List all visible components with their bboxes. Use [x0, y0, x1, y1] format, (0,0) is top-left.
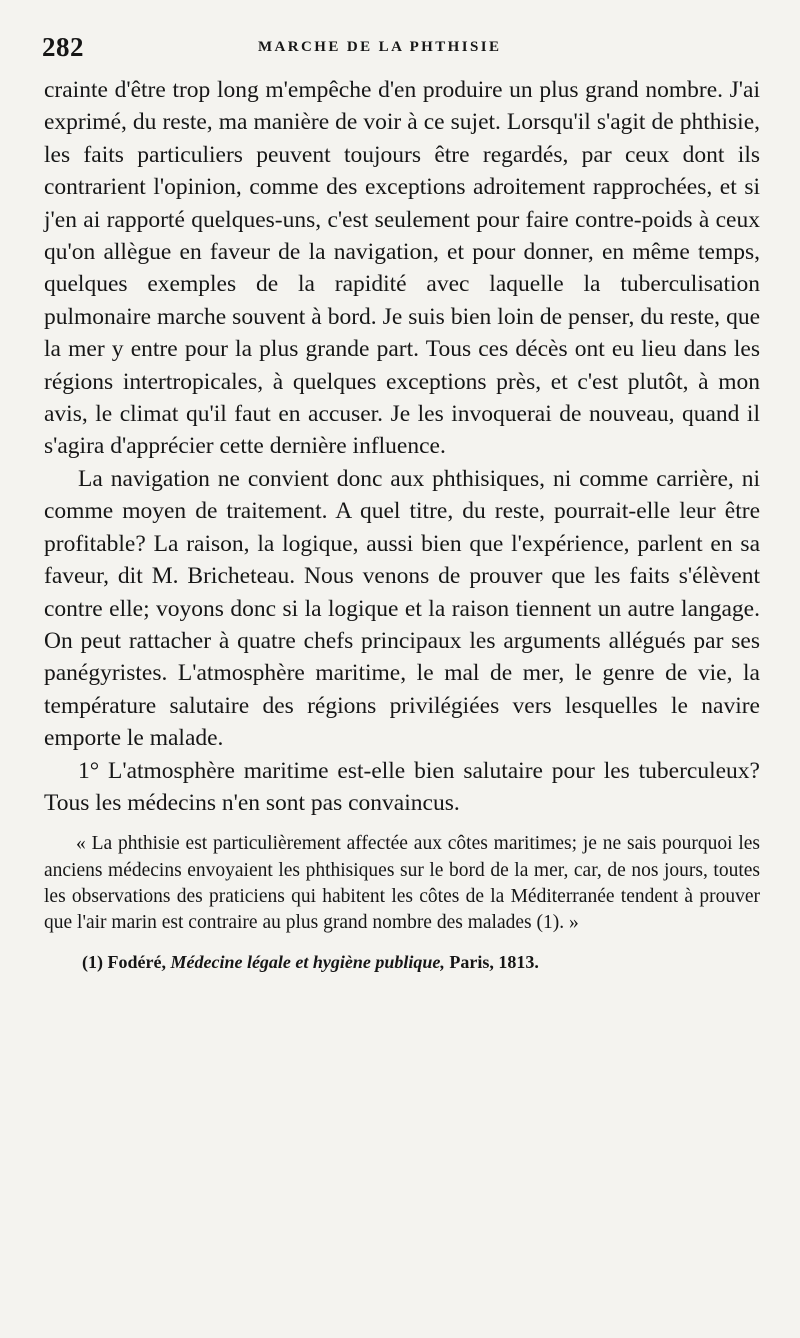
footnote	[82, 952, 760, 973]
page-header	[44, 26, 760, 74]
footnote-place-year: Paris, 1813.	[449, 952, 539, 973]
body-text	[44, 74, 760, 936]
book-page	[44, 26, 760, 1316]
paragraph-maritime-atmosphere: 1° L'atmosphère maritime est-elle bien salutaire pour les tuberculeux? Tous les médecins n'en sont pas convaincus.	[44, 757, 760, 816]
paragraph-navigation: La navigation ne convient donc aux phthisiques, ni comme carrière, ni comme moyen de traitement. A quel titre, du reste, pourrait-elle leur être profitable? La raison, la logique, aussi bien que l'expérience, parlent en sa faveur, dit M. Bricheteau. Nous venons de prouver que les faits s'élèvent contre elle; voyons donc si la logique et la raison tiennent un autre langage. On peut rattacher à quatre chefs principaux les arguments allégués par ses panégyristes. L'atmosphère maritime, le mal de mer, le genre de vie, la température salutaire des régions privilégiées vers lesquelles le navire emporte le malade.	[44, 465, 760, 752]
block-quote: « La phthisie est particulièrement affectée aux côtes maritimes; je ne sais pourquoi les anciens médecins envoyaient les phthisiques sur le bord de la mer, car, de nos jours, toutes les observations des praticiens qui habitent les côtes de la Méditerranée tendent à prouver que l'air marin est contraire au plus grand nombre des malades (1). »	[44, 833, 760, 933]
footnote-marker: (1) Fodéré,	[82, 952, 166, 973]
paragraph-continuation: crainte d'être trop long m'empêche d'en produire un plus grand nombre. J'ai exprimé, du reste, ma manière de voir à ce sujet. Lorsqu'il s'agit de phthisie, les faits particuliers peuvent toujours être regardés, par ceux dont ils contrarient l'opinion, comme des exceptions adroitement rapprochées, et si j'en ai rapporté quelques-uns, c'est seulement pour faire contre-poids à ceux qu'on allègue en faveur de la navigation, et pour donner, en même temps, quelques exemples de la rapidité avec laquelle la tuberculisation pulmonaire marche souvent à bord. Je suis bien loin de penser, du reste, que la mer y entre pour la plus grande part. Tous ces décès ont eu lieu dans les régions intertropicales, à quelques exceptions près, et c'est plutôt, à mon avis, le climat qu'il faut en accuser. Je les invoquerai de nouveau, quand il s'agira d'apprécier cette dernière influence.	[44, 77, 760, 460]
running-head: MARCHE DE LA PHTHISIE	[258, 39, 502, 55]
footnote-work-title: Médecine légale et hygiène publique,	[170, 952, 445, 973]
page-number: 282	[42, 32, 84, 62]
